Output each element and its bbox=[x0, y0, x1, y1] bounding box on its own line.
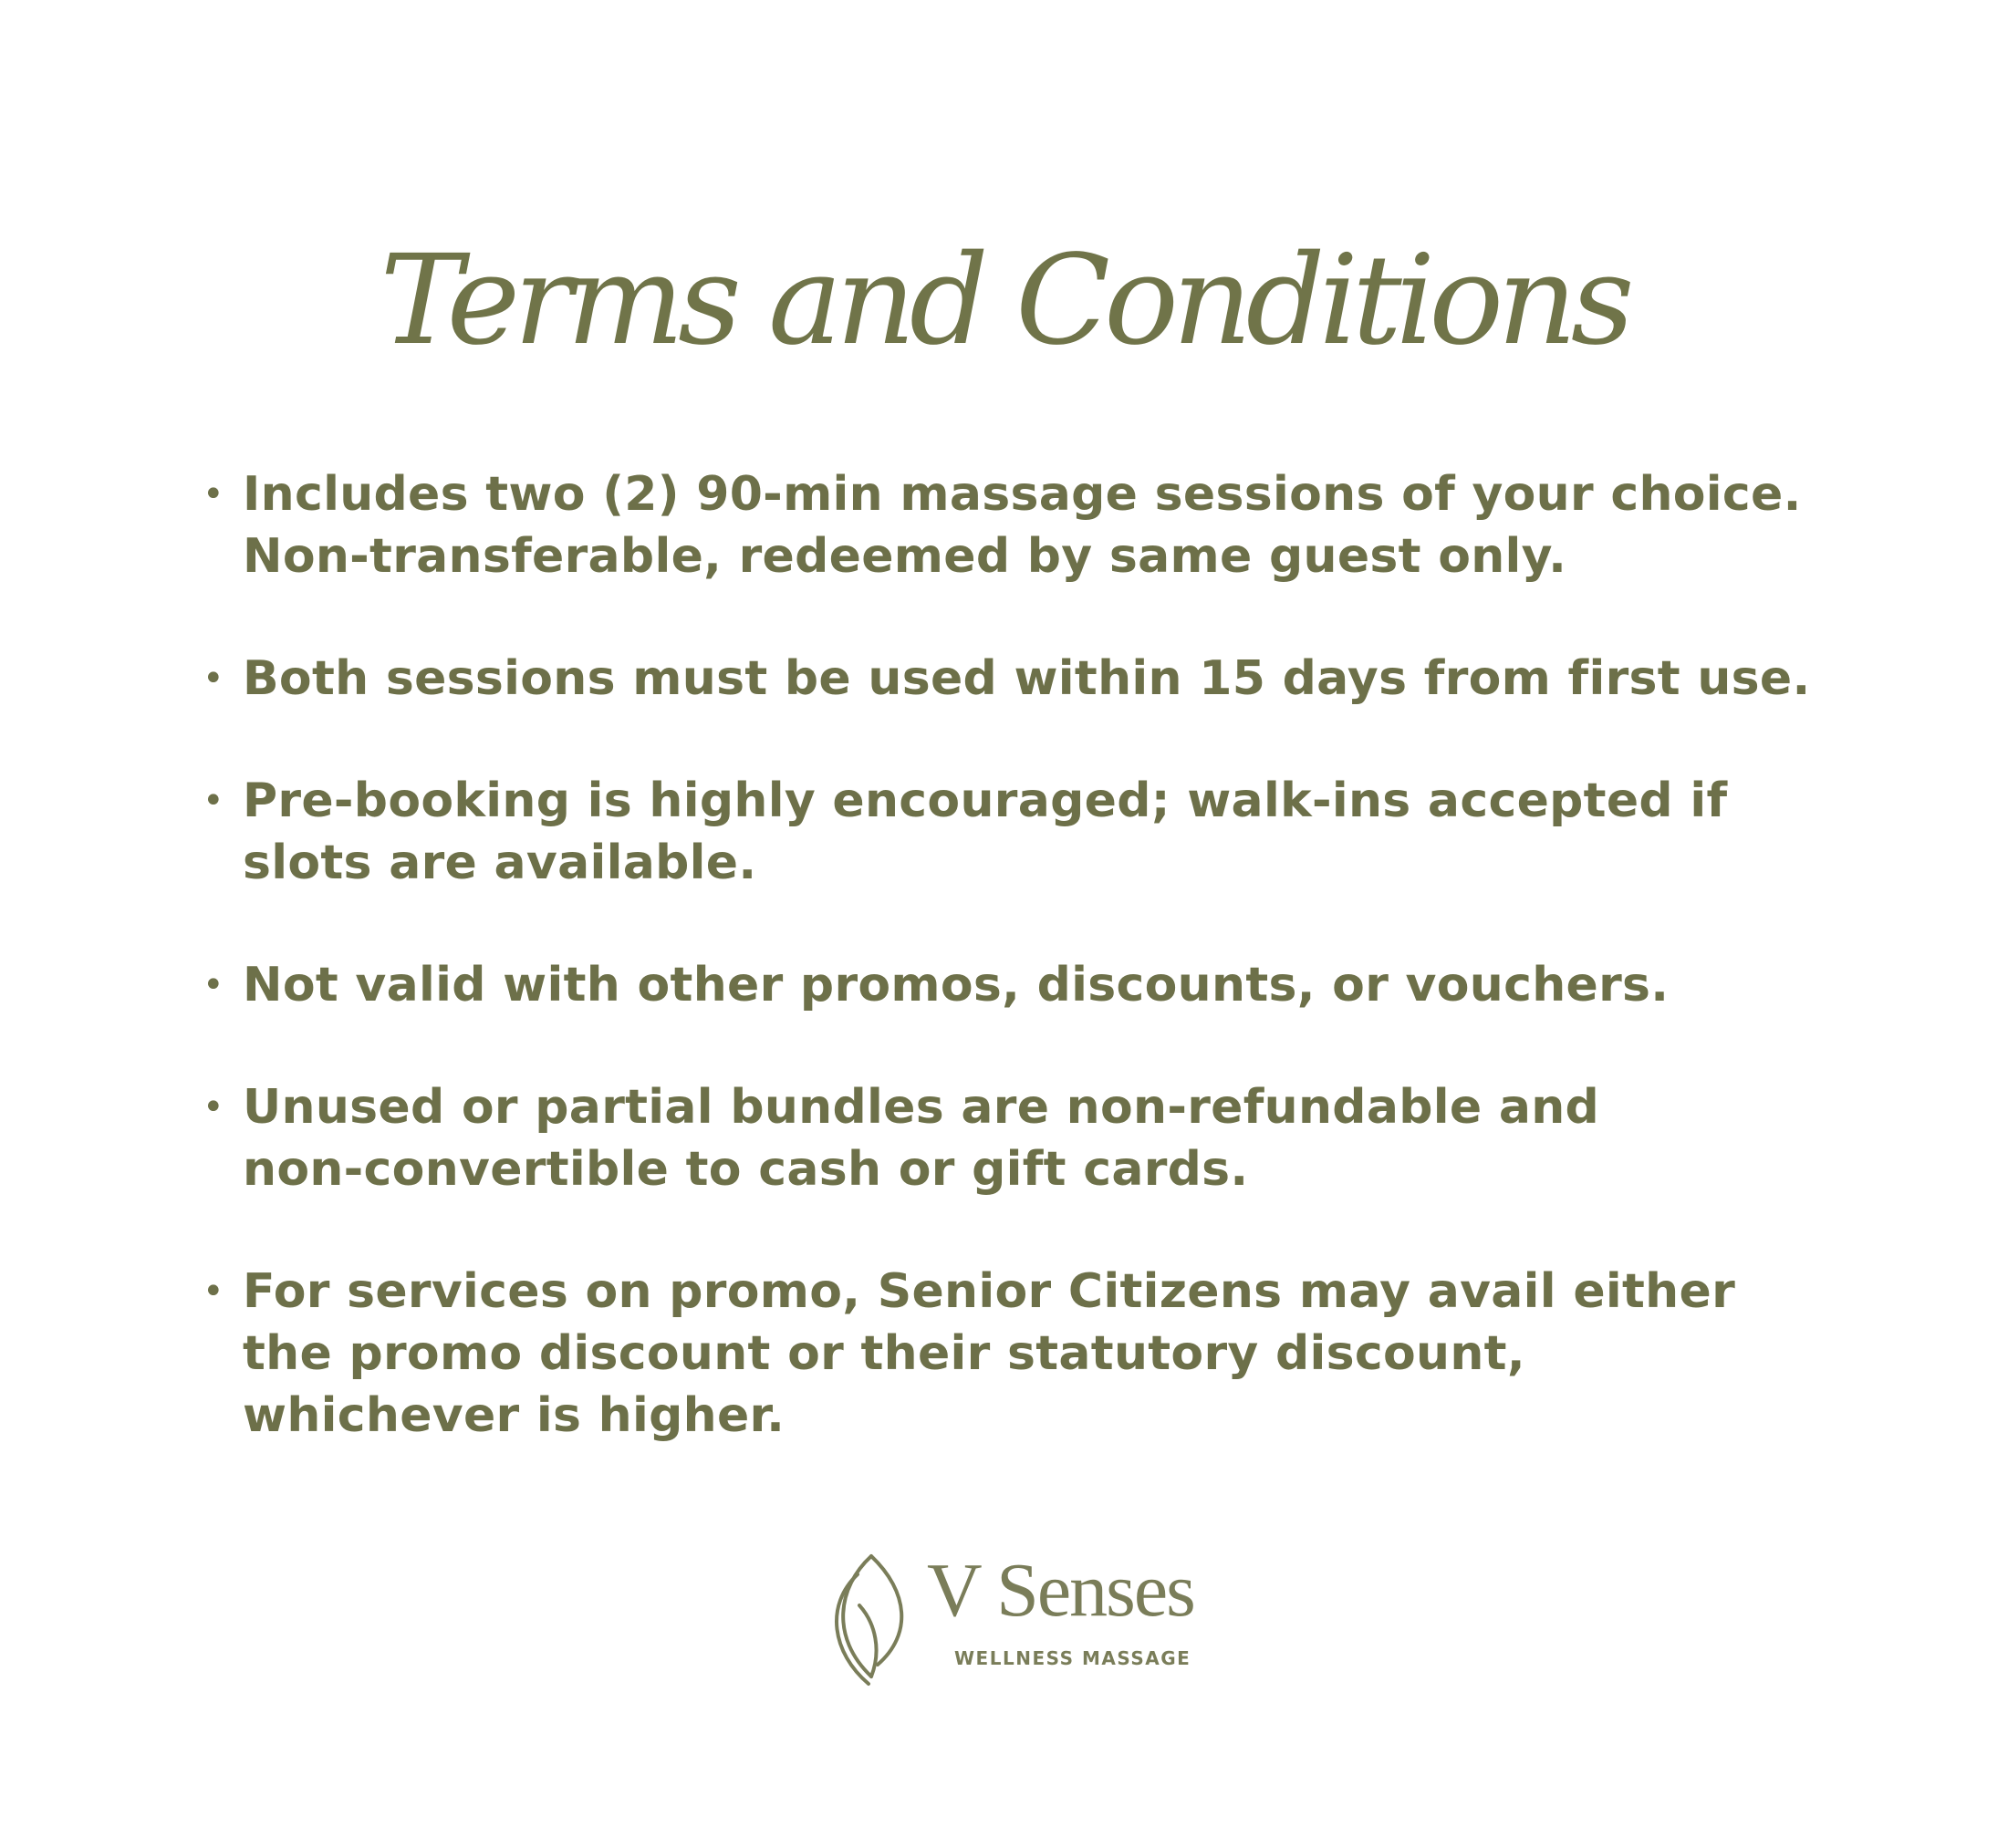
leaf-logo-icon bbox=[821, 1551, 921, 1687]
brand-tagline: WELLNESS MASSAGE bbox=[954, 1647, 1191, 1669]
list-item bbox=[203, 1076, 1826, 1200]
page-title: Terms and Conditions bbox=[380, 229, 1628, 373]
brand-name: V Senses bbox=[927, 1548, 1194, 1633]
bullet-icon: • bbox=[203, 964, 224, 1006]
bullet-icon: • bbox=[203, 658, 224, 700]
bullet-icon: • bbox=[203, 1271, 224, 1313]
terms-list bbox=[203, 463, 1826, 1507]
term-text: slots are available. bbox=[243, 836, 757, 890]
term-text: Unused or partial bundles are non-refundable and bbox=[243, 1080, 1600, 1135]
term-text: the promo discount or their statutory discount, bbox=[243, 1326, 1525, 1381]
bullet-icon: • bbox=[203, 473, 224, 515]
term-text: Includes two (2) 90-min massage sessions of your choice. bbox=[243, 467, 1802, 522]
list-item bbox=[203, 954, 1826, 1016]
term-text: Both sessions must be used within 15 days from first use. bbox=[243, 651, 1811, 706]
term-text: Pre-booking is highly encouraged; walk-ins accepted if bbox=[243, 773, 1728, 828]
brand-logo bbox=[821, 1548, 1222, 1687]
term-text: non-convertible to cash or gift cards. bbox=[243, 1142, 1249, 1197]
list-item bbox=[203, 648, 1826, 710]
bullet-icon: • bbox=[203, 780, 224, 822]
term-text: whichever is higher. bbox=[243, 1388, 786, 1443]
term-text: Non-transferable, redeemed by same guest only. bbox=[243, 529, 1567, 584]
bullet-icon: • bbox=[203, 1086, 224, 1128]
list-item bbox=[203, 463, 1826, 587]
list-item bbox=[203, 1261, 1826, 1447]
list-item bbox=[203, 770, 1826, 894]
term-text: For services on promo, Senior Citizens may avail either bbox=[243, 1264, 1736, 1319]
term-text: Not valid with other promos, discounts, or vouchers. bbox=[243, 958, 1670, 1012]
